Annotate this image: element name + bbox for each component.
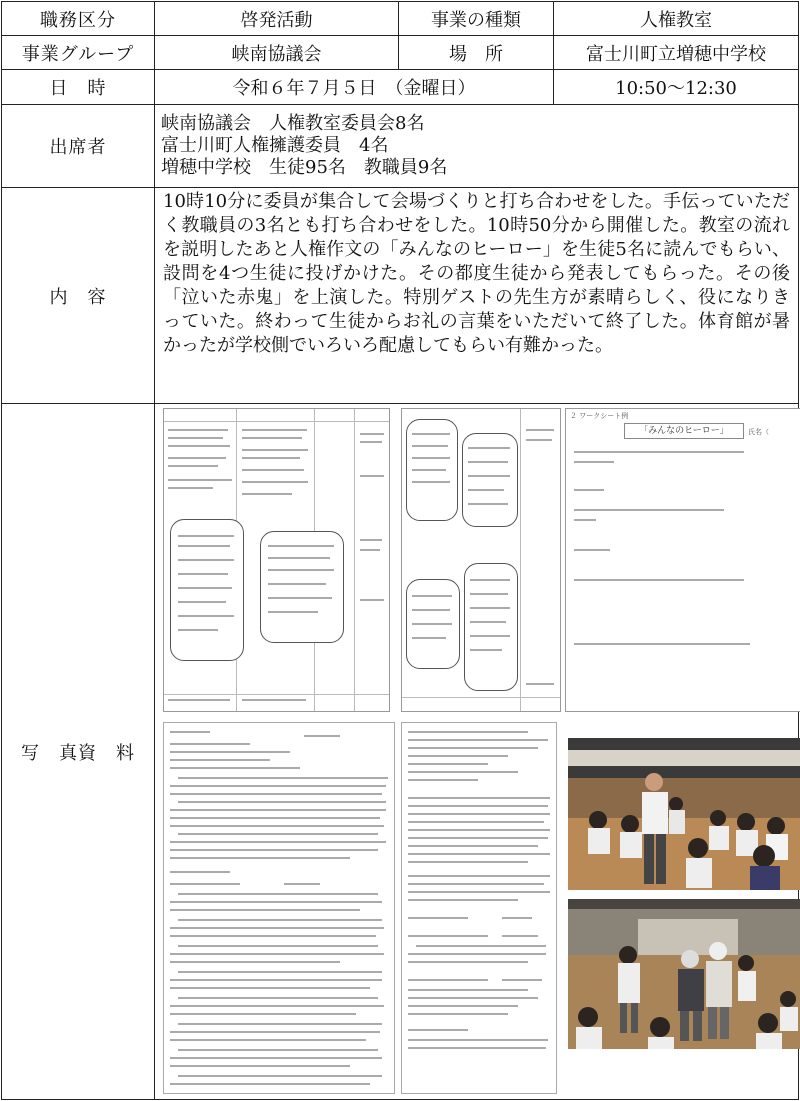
place-label: 場 所 [399, 36, 554, 70]
script-doc [163, 722, 395, 1094]
attendee-line: 増穂中学校 生徒95名 教職員9名 [161, 157, 448, 178]
type-label: 事業の種類 [399, 2, 554, 36]
place-value: 富士川町立増穂中学校 [554, 36, 799, 70]
time-value: 10:50～12:30 [554, 70, 799, 105]
script-doc-2 [401, 722, 557, 1094]
photos-area [155, 404, 799, 1100]
attendee-line: 峡南協議会 人権教室委員会8名 [161, 113, 425, 134]
attendees-label: 出席者 [2, 105, 155, 188]
report-table [1, 1, 799, 1100]
type-value: 人権教室 [554, 2, 799, 36]
content-label: 内 容 [2, 188, 155, 404]
photo-play-performance [568, 899, 800, 1049]
photo-gym-lesson-image [568, 738, 800, 890]
photo-gym-lesson [568, 738, 800, 890]
worksheet-title: 「みんなのヒーロー」 [624, 423, 744, 439]
worksheet-name-label: 氏名（ [748, 428, 769, 436]
content-text: 10時10分に委員が集合して会場づくりと打ち合わせをした。手伝っていただく教職員の3名とも打ち合わせをした。10時50分から開催した。教室の流れを説明したあと人権作文の「みんなのヒーロー」を生徒5名に読んでもらい、設問を4つ生徒に投げかけた。その都度生徒から発表してもらった。その後「泣いた赤鬼」を上演した。特別ゲストの先生方が素晴らしく、役になりきっていた。終わって生徒からお礼の言葉をいただいて終了した。体育館が暑かったが学校側でいろいろ配慮してもらい有難かった。 [155, 188, 799, 404]
datetime-label: 日 時 [2, 70, 155, 105]
group-value: 峡南協議会 [155, 36, 399, 70]
attendees-list [155, 105, 799, 188]
photos-label: 写 真資 料 [2, 404, 155, 1100]
worksheet-header: ２ ワークシート例 [570, 412, 629, 420]
lesson-plan-doc-2 [401, 408, 561, 712]
category-label: 職務区分 [2, 2, 155, 36]
lesson-plan-doc [163, 408, 390, 712]
attendee-line: 富士川町人権擁護委員 4名 [161, 135, 389, 156]
date-value: 令和６年７月５日 （金曜日） [155, 70, 554, 105]
worksheet-doc [565, 408, 800, 712]
group-label: 事業グループ [2, 36, 155, 70]
category-value: 啓発活動 [155, 2, 399, 36]
photo-play-performance-image [568, 899, 800, 1049]
